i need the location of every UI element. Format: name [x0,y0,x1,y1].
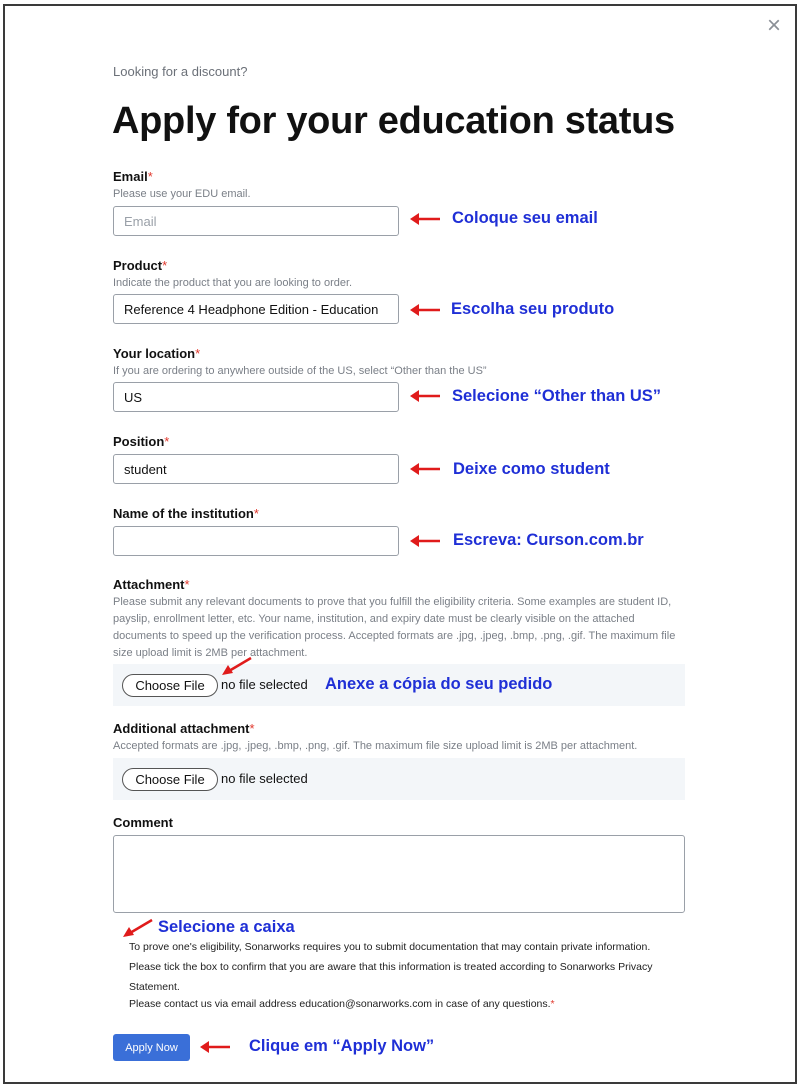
location-field[interactable] [113,382,399,412]
location-help: If you are ordering to anywhere outside of the US, select “Other than the US” [113,365,487,377]
email-label: Email* [113,169,153,184]
attachment-help: Please submit any relevant documents to prove that you fulfill the eligibility criteria. Some examples are student ID, payslip, enrollment letter, etc. Your name, institution, and expiry date must be clearly visible on the attached documents to speed up the verification process. Accepted formats are .jpg, .jpeg, .bmp, .png, .gif. The maximum file size upload limit is 2MB per attachment. [113,596,676,659]
attachment-label: Attachment* [113,577,190,592]
required-mark: * [184,577,190,592]
annotation-arrow-icon [410,212,442,226]
product-label: Product* [113,258,168,273]
contact-text: Please contact us via email address education@sonarworks.com in case of any questions.* [129,998,555,1010]
required-mark: * [147,169,153,184]
apply-now-button[interactable]: Apply Now [113,1034,190,1061]
required-mark: * [162,258,168,273]
product-field[interactable] [113,294,399,324]
annotation-arrow-icon [200,1040,232,1054]
additional-attachment-status: no file selected [221,771,308,786]
email-input[interactable] [113,206,399,236]
attachment-status: no file selected [221,677,308,692]
annotation-arrow-icon [410,389,442,403]
annotation-arrow-icon [222,656,254,676]
close-icon[interactable]: × [766,12,781,39]
additional-attachment-help: Accepted formats are .jpg, .jpeg, .bmp, .png, .gif. The maximum file size upload limit is 2MB per attachment. [113,740,638,752]
required-mark: * [249,721,255,736]
annotation-submit: Clique em “Apply Now” [249,1037,435,1055]
required-mark: * [253,506,259,521]
position-label: Position* [113,434,170,449]
required-mark: * [195,346,201,361]
product-help: Indicate the product that you are looking to order. [113,277,353,289]
annotation-arrow-icon [410,534,442,548]
comment-label: Comment [113,815,173,830]
attachment-choose-file-button[interactable]: Choose File [122,674,218,697]
comment-textarea[interactable] [113,835,685,913]
annotation-attachment: Anexe a cópia do seu pedido [325,675,553,693]
annotation-institution: Escreva: Curson.com.br [453,531,644,549]
annotation-checkbox: Selecione a caixa [158,918,295,936]
institution-input[interactable] [113,526,399,556]
email-help: Please use your EDU email. [113,188,251,200]
page-title: Apply for your education status [112,100,675,142]
consent-text: To prove one's eligibility, Sonarworks requires you to submit documentation that may contain private information. Please tick the box to confirm that you are aware that this information is treated according to Sonarworks Privacy Statement. [129,941,653,993]
annotation-arrow-icon [410,303,442,317]
annotation-location: Selecione “Other than US” [452,387,662,405]
location-label: Your location* [113,346,201,361]
annotation-product: Escolha seu produto [451,300,615,318]
annotation-arrow-icon [123,918,155,938]
eyebrow-text: Looking for a discount? [113,64,248,79]
position-field[interactable] [113,454,399,484]
additional-attachment-label: Additional attachment* [113,721,255,736]
required-mark: * [164,434,170,449]
annotation-email: Coloque seu email [452,209,598,227]
annotation-arrow-icon [410,462,442,476]
annotation-position: Deixe como student [453,460,610,478]
required-mark: * [550,998,555,1010]
additional-choose-file-button[interactable]: Choose File [122,768,218,791]
additional-attachment-dropzone [113,758,685,800]
institution-label: Name of the institution* [113,506,259,521]
